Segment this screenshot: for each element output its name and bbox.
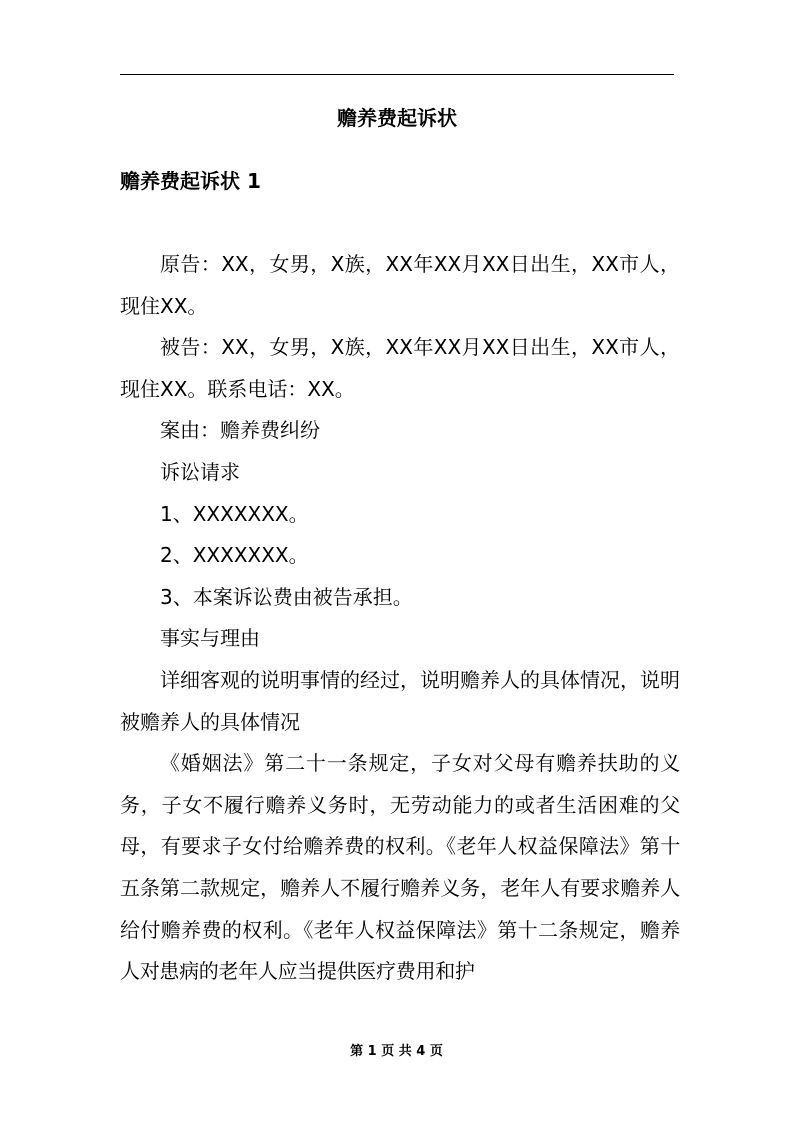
document-body xyxy=(120,244,680,993)
legal-basis-paragraph: 《婚姻法》第二十一条规定，子女对父母有赡养扶助的义务，子女不履行赡养义务时，无劳动能力的或者生活困难的父母，有要求子女付给赡养费的权利。《老年人权益保障法》第十五条第二款规定，赡养人不履行赡养义务，老年人有要求赡养人给付赡养费的权利。《老年人权益保障法》第十二条规定，赡养人对患病的老年人应当提供医疗费用和护 xyxy=(120,751,680,984)
claim-item-3: 3、本案诉讼费由被告承担。 xyxy=(160,584,413,609)
section-heading: 赡养费起诉状 1 xyxy=(120,169,261,193)
claim-item-1: 1、XXXXXXX。 xyxy=(160,501,309,526)
claim-item-2: 2、XXXXXXX。 xyxy=(160,543,309,568)
document-title: 赡养费起诉状 xyxy=(337,106,457,130)
page-number-footer: 第 1 页 共 4 页 xyxy=(350,1044,443,1059)
cause-of-action: 案由：赡养费纠纷 xyxy=(160,418,320,443)
header-rule xyxy=(120,74,674,75)
facts-paragraph: 详细客观的说明事情的经过，说明赡养人的具体情况，说明被赡养人的具体情况 xyxy=(120,667,680,734)
defendant-paragraph: 被告：XX，女男，X族，XX年XX月XX日出生，XX市人，现住XX。联系电话：XX。 xyxy=(120,335,680,401)
facts-heading: 事实与理由 xyxy=(160,626,260,651)
plaintiff-paragraph: 原告：XX，女男，X族，XX年XX月XX日出生，XX市人，现住XX。 xyxy=(120,252,680,318)
claims-heading: 诉讼请求 xyxy=(160,459,240,484)
